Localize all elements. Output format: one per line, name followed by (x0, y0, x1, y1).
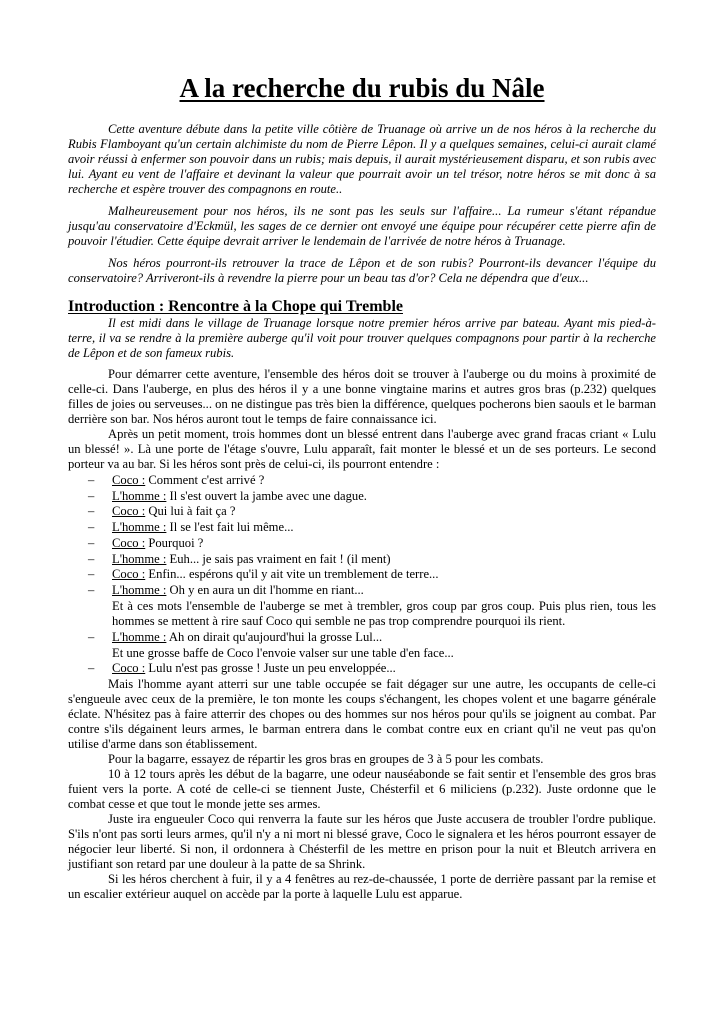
intro-paragraph-2: Malheureusement pour nos héros, ils ne sont pas les seuls sur l'affaire... La rumeur s'étant répandue jusqu'au conservatoire d'Eckmül, les sages de ce dernier ont envoyé une équipe pour récupérer cette pierre afin de pouvoir l'étudier. Cette équipe devrait arriver le lendemain de l'arrivée de notre héros à Truanage. (68, 204, 656, 248)
dialog-line: – L'homme : Euh... je sais pas vraiment en fait ! (il ment) (88, 551, 391, 566)
body-paragraph-1: Pour démarrer cette aventure, l'ensemble des héros doit se trouver à l'auberge ou du moins à proximité de celle-ci. Dans l'auberge, en plus des héros il y a une bonne vingtaine marins et autres gros bras (p.232) quelques filles de joies ou serveuses... on ne distingue pas très bien la différence, quelques pocherons bien saouls et le barman derrière son bar. Nos héros auront tout le temps de faire connaissance ici. (68, 367, 656, 426)
dialog-speaker: L'homme : (112, 630, 167, 645)
intro-paragraph-1: Cette aventure débute dans la petite ville côtière de Truanage où arrive un de nos héros à la recherche du Rubis Flamboyant qu'un certain alchimiste du nom de Pierre Lêpon. Il y a quelques semaines, celui-ci aurait clamé avoir réussi à enfermer son pouvoir dans un rubis; mais depuis, il aurait mystérieusement disparu, et son rubis avec lui. Ayant eu vent de l'affaire et devinant la valeur que pourrait avoir un tel trésor, notre héros se mit donc à sa recherche et espère trouver des compagnons en route.. (68, 122, 656, 196)
dialog-line: – Coco : Comment c'est arrivé ? (88, 473, 265, 487)
dialog-note (68, 646, 656, 662)
dialog-note (68, 599, 656, 630)
section-body (68, 316, 656, 902)
section-heading: Introduction : Rencontre à la Chope qui Tremble (68, 298, 403, 315)
dialog-speaker: Coco : (112, 504, 146, 519)
section-lead: Il est midi dans le village de Truanage lorsque notre premier héros arrive par bateau. Ayant mis pied-à-terre, il va se rendre à la première auberge qu'il voit pour trouver quelques compagnons pour partir à la recherche de Lêpon et de son fameux rubis. (68, 316, 656, 360)
dialog-speaker: L'homme : (112, 520, 167, 535)
dialog-note-text: Et une grosse baffe de Coco l'envoie valser sur une table d'en face... (112, 645, 454, 660)
dialog-line: – L'homme : Il s'est ouvert la jambe avec une dague. (88, 488, 367, 503)
dialog-line: – Coco : Qui lui à fait ça ? (88, 504, 236, 519)
dialog-speaker: L'homme : (112, 551, 167, 566)
body-paragraph-4: Pour la bagarre, essayez de répartir les gros bras en groupes de 3 à 5 pour les combats. (108, 752, 544, 767)
dialog-speaker: Coco : (112, 567, 146, 582)
dialog-speaker: Coco : (112, 535, 146, 550)
dialog-text: Il se l'est fait lui même... (166, 520, 294, 535)
dialog-speaker: Coco : (112, 473, 146, 487)
intro-block (68, 122, 656, 286)
dialog-note-text: Et à ces mots l'ensemble de l'auberge se met à trembler, gros coup par gros coup. Puis plus rien, tous les hommes se mettent à rire sauf Coco qui semble ne pas trop comprendre pourquoi ils rient. (112, 598, 656, 629)
intro-paragraph-3: Nos héros pourront-ils retrouver la trace de Lêpon et de son rubis? Pourront-ils devancer l'équipe du conservatoire? Arriveront-ils à revendre la pierre pour un beau tas d'or? Cela ne dépendra que d'eux... (68, 256, 656, 285)
page-title: A la recherche du rubis du Nâle (179, 73, 545, 103)
dialog-text: Ah on dirait qu'aujourd'hui la grosse Lul... (166, 630, 383, 645)
dialog-line: – L'homme : Oh y en aura un dit l'homme en riant... (88, 582, 364, 597)
dialog-line: – Coco : Pourquoi ? (88, 535, 204, 550)
document-page (68, 0, 656, 902)
dialog-list (68, 473, 656, 677)
dialog-line: – L'homme : Ah on dirait qu'aujourd'hui la grosse Lul... (88, 630, 383, 645)
dialog-text: Enfin... espérons qu'il y ait vite un tremblement de terre... (145, 567, 439, 582)
dialog-text: Comment c'est arrivé ? (145, 473, 265, 487)
dialog-text: Euh... je sais pas vraiment en fait ! (il ment) (166, 551, 391, 566)
dialog-line: – Coco : Enfin... espérons qu'il y ait vite un tremblement de terre... (88, 567, 439, 582)
dialog-speaker: L'homme : (112, 582, 167, 597)
body-paragraph-3: Mais l'homme ayant atterri sur une table occupée se fait dégager sur une autre, les occupants de celle-ci s'engueule avec ceux de la première, le ton monte les coups s'échangent, les chopes volent et une bagarre générale éclate. N'hésitez pas à faire atterrir des chopes ou des hommes sur nos héros pour qu'ils se joignent au combat. Par contre s'ils dégainent leurs armes, le barman entrera dans le combat contre eux en criant qu'il ne veut pas qu'on utilise d'arme dans son établissement. (68, 677, 656, 752)
dialog-line: – L'homme : Il se l'est fait lui même... (88, 520, 294, 535)
dialog-speaker: Coco : (112, 661, 146, 676)
dialog-text: Qui lui à fait ça ? (145, 504, 236, 519)
dialog-text: Pourquoi ? (145, 535, 204, 550)
body-paragraph-6: Juste ira engueuler Coco qui renverra la faute sur les héros que Juste accusera de troubler l'ordre publique. S'ils n'ont pas sorti leurs armes, qu'il n'y a ni mort ni blessé grave, Coco le signalera et les héros pourront essayer de négocier leur liberté. Si non, il ordonnera à Chésterfil de les mettre en prison pour la nuit et Bleutch arrivera en justifiant son retard par une douleur à la patte de sa Shrink. (68, 812, 656, 872)
dialog-text: Lulu n'est pas grosse ! Juste un peu enveloppée... (145, 661, 396, 676)
body-paragraph-7: Si les héros cherchent à fuir, il y a 4 fenêtres au rez-de-chaussée, 1 porte de derrière passant par la remise et un escalier extérieur auquel on accède par la porte à laquelle Lulu est apparue. (68, 872, 656, 902)
body-paragraph-2: Après un petit moment, trois hommes dont un blessé entrent dans l'auberge avec grand fracas criant « Lulu un blessé! ». Là une porte de l'étage s'ouvre, Lulu apparaît, fait monter le blessé et un de ses porteurs. Le second porteur va au bar. Si les héros sont près de celui-ci, ils pourront entendre : (68, 427, 656, 471)
dialog-text: Il s'est ouvert la jambe avec une dague. (166, 488, 367, 503)
body-paragraph-5: 10 à 12 tours après les début de la bagarre, une odeur nauséabonde se fait sentir et l'ensemble des gros bras fuient vers la porte. A coté de celle-ci se tiennent Juste, Chésterfil et 6 miliciens (p.232). Juste ordonne que le combat cesse et que tout le monde jette ses armes. (68, 767, 656, 812)
dialog-text: Oh y en aura un dit l'homme en riant... (166, 582, 364, 597)
dialog-speaker: L'homme : (112, 488, 167, 503)
dialog-line: – Coco : Lulu n'est pas grosse ! Juste un peu enveloppée... (88, 661, 396, 676)
